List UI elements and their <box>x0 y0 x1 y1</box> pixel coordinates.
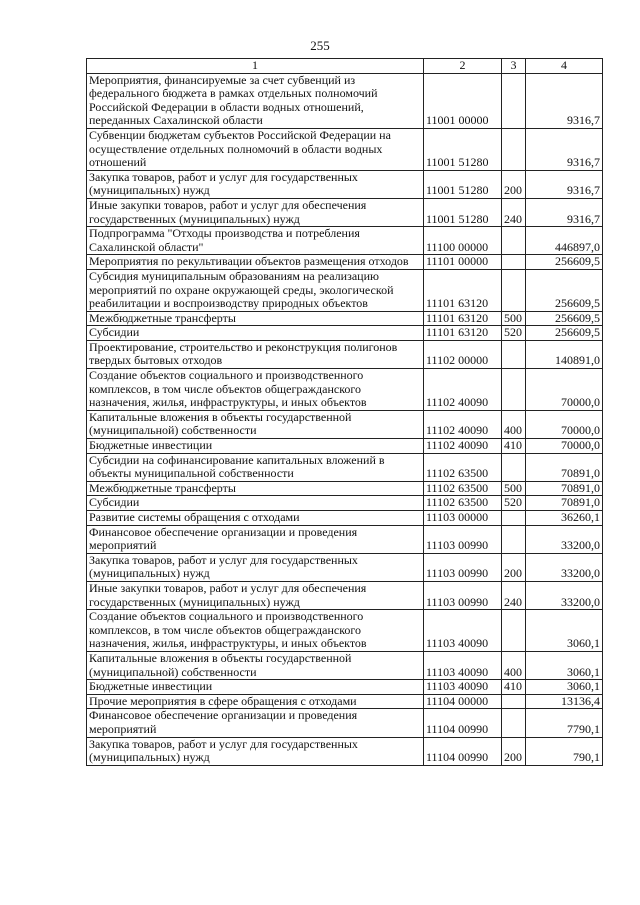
row-kind: 410 <box>502 680 526 695</box>
row-name: Мероприятия, финансируемые за счет субвенций из федерального бюджета в рамках отдельных полномочий Российской Федерации в области водных отношений, переданных Сахалинской области <box>87 73 424 128</box>
table-row <box>87 439 603 454</box>
row-amount: 256609,5 <box>526 326 603 341</box>
row-code: 11102 40090 <box>424 369 502 411</box>
row-code: 11001 51280 <box>424 198 502 226</box>
header-row <box>87 59 603 74</box>
row-amount: 256609,5 <box>526 269 603 311</box>
row-code: 11103 00990 <box>424 553 502 581</box>
row-amount: 70891,0 <box>526 481 603 496</box>
table-row <box>87 525 603 553</box>
row-amount: 33200,0 <box>526 553 603 581</box>
row-name: Субсидия муниципальным образованиям на реализацию мероприятий по охране окружающей среды, экологической реабилитации и воспроизводству природных объектов <box>87 269 424 311</box>
row-amount: 70000,0 <box>526 410 603 438</box>
row-name: Подпрограмма "Отходы производства и потребления Сахалинской области" <box>87 227 424 255</box>
row-code: 11102 40090 <box>424 439 502 454</box>
row-kind: 400 <box>502 410 526 438</box>
row-code: 11103 00990 <box>424 581 502 609</box>
row-name: Межбюджетные трансферты <box>87 311 424 326</box>
row-code: 11104 00000 <box>424 694 502 709</box>
table-row <box>87 311 603 326</box>
row-kind: 240 <box>502 198 526 226</box>
row-code: 11102 63500 <box>424 496 502 511</box>
header-col-2: 2 <box>424 59 502 74</box>
table-row <box>87 481 603 496</box>
row-name: Субсидии на софинансирование капитальных вложений в объекты муниципальной собственности <box>87 453 424 481</box>
row-amount: 70891,0 <box>526 453 603 481</box>
row-kind: 520 <box>502 326 526 341</box>
row-code: 11101 00000 <box>424 255 502 270</box>
row-kind: 400 <box>502 651 526 679</box>
row-amount: 9316,7 <box>526 128 603 170</box>
row-name: Мероприятия по рекультивации объектов размещения отходов <box>87 255 424 270</box>
row-kind <box>502 369 526 411</box>
row-kind: 500 <box>502 311 526 326</box>
row-code: 11102 40090 <box>424 410 502 438</box>
row-name: Развитие системы обращения с отходами <box>87 511 424 526</box>
row-kind <box>502 694 526 709</box>
table-body <box>87 73 603 765</box>
table-row <box>87 340 603 368</box>
row-kind <box>502 340 526 368</box>
row-kind <box>502 610 526 652</box>
row-name: Капитальные вложения в объекты государственной (муниципальной) собственности <box>87 410 424 438</box>
table-row <box>87 581 603 609</box>
row-kind <box>502 73 526 128</box>
row-code: 11001 00000 <box>424 73 502 128</box>
row-kind <box>502 269 526 311</box>
table-row <box>87 369 603 411</box>
row-code: 11100 00000 <box>424 227 502 255</box>
row-name: Капитальные вложения в объекты государственной (муниципальной) собственности <box>87 651 424 679</box>
row-amount: 3060,1 <box>526 610 603 652</box>
table-row <box>87 610 603 652</box>
row-code: 11103 40090 <box>424 651 502 679</box>
row-name: Закупка товаров, работ и услуг для государственных (муниципальных) нужд <box>87 170 424 198</box>
row-amount: 36260,1 <box>526 511 603 526</box>
row-amount: 7790,1 <box>526 709 603 737</box>
row-kind <box>502 511 526 526</box>
row-amount: 70891,0 <box>526 496 603 511</box>
row-code: 11102 63500 <box>424 481 502 496</box>
row-amount: 140891,0 <box>526 340 603 368</box>
budget-table <box>86 58 603 766</box>
row-kind: 240 <box>502 581 526 609</box>
row-name: Финансовое обеспечение организации и проведения мероприятий <box>87 709 424 737</box>
row-code: 11101 63120 <box>424 311 502 326</box>
row-name: Закупка товаров, работ и услуг для государственных (муниципальных) нужд <box>87 737 424 765</box>
row-code: 11001 51280 <box>424 128 502 170</box>
row-amount: 446897,0 <box>526 227 603 255</box>
row-amount: 70000,0 <box>526 439 603 454</box>
row-kind: 520 <box>502 496 526 511</box>
row-amount: 9316,7 <box>526 198 603 226</box>
row-name: Закупка товаров, работ и услуг для государственных (муниципальных) нужд <box>87 553 424 581</box>
table-row <box>87 128 603 170</box>
table-row <box>87 694 603 709</box>
row-amount: 33200,0 <box>526 581 603 609</box>
row-amount: 13136,4 <box>526 694 603 709</box>
row-kind: 200 <box>502 170 526 198</box>
table-row <box>87 651 603 679</box>
row-code: 11103 40090 <box>424 610 502 652</box>
row-name: Бюджетные инвестиции <box>87 680 424 695</box>
row-name: Субвенции бюджетам субъектов Российской Федерации на осуществление отдельных полномочий в области водных отношений <box>87 128 424 170</box>
table-row <box>87 709 603 737</box>
row-code: 11001 51280 <box>424 170 502 198</box>
row-kind <box>502 453 526 481</box>
row-name: Создание объектов социального и производственного комплексов, в том числе объектов общегражданского назначения, жилья, инфраструктуры, и иных объектов <box>87 610 424 652</box>
row-name: Иные закупки товаров, работ и услуг для обеспечения государственных (муниципальных) нужд <box>87 198 424 226</box>
table-row <box>87 73 603 128</box>
row-code: 11103 40090 <box>424 680 502 695</box>
row-name: Финансовое обеспечение организации и проведения мероприятий <box>87 525 424 553</box>
row-name: Субсидии <box>87 496 424 511</box>
row-code: 11104 00990 <box>424 737 502 765</box>
header-col-4: 4 <box>526 59 603 74</box>
row-kind: 410 <box>502 439 526 454</box>
row-name: Бюджетные инвестиции <box>87 439 424 454</box>
table-row <box>87 737 603 765</box>
row-amount: 33200,0 <box>526 525 603 553</box>
row-kind: 200 <box>502 737 526 765</box>
page-number: 255 <box>310 38 330 53</box>
row-code: 11103 00990 <box>424 525 502 553</box>
row-kind <box>502 525 526 553</box>
header-col-1: 1 <box>87 59 424 74</box>
row-kind <box>502 709 526 737</box>
table-row <box>87 553 603 581</box>
row-amount: 9316,7 <box>526 73 603 128</box>
row-name: Субсидии <box>87 326 424 341</box>
table-row <box>87 496 603 511</box>
row-kind <box>502 128 526 170</box>
table-row <box>87 410 603 438</box>
table-row <box>87 227 603 255</box>
header-col-3: 3 <box>502 59 526 74</box>
table-row <box>87 511 603 526</box>
table-row <box>87 198 603 226</box>
row-code: 11104 00990 <box>424 709 502 737</box>
row-kind: 200 <box>502 553 526 581</box>
row-kind: 500 <box>502 481 526 496</box>
row-code: 11101 63120 <box>424 326 502 341</box>
row-amount: 256609,5 <box>526 255 603 270</box>
row-kind <box>502 255 526 270</box>
row-name: Межбюджетные трансферты <box>87 481 424 496</box>
row-code: 11103 00000 <box>424 511 502 526</box>
row-code: 11101 63120 <box>424 269 502 311</box>
row-code: 11102 00000 <box>424 340 502 368</box>
row-amount: 3060,1 <box>526 651 603 679</box>
table-row <box>87 170 603 198</box>
row-kind <box>502 227 526 255</box>
row-name: Прочие мероприятия в сфере обращения с отходами <box>87 694 424 709</box>
row-code: 11102 63500 <box>424 453 502 481</box>
table-row <box>87 269 603 311</box>
table-row <box>87 680 603 695</box>
table-row <box>87 326 603 341</box>
row-name: Создание объектов социального и производственного комплексов, в том числе объектов общегражданского назначения, жилья, инфраструктуры, и иных объектов <box>87 369 424 411</box>
row-amount: 9316,7 <box>526 170 603 198</box>
row-amount: 3060,1 <box>526 680 603 695</box>
row-name: Иные закупки товаров, работ и услуг для обеспечения государственных (муниципальных) нужд <box>87 581 424 609</box>
row-amount: 70000,0 <box>526 369 603 411</box>
row-amount: 256609,5 <box>526 311 603 326</box>
row-amount: 790,1 <box>526 737 603 765</box>
row-name: Проектирование, строительство и реконструкция полигонов твердых бытовых отходов <box>87 340 424 368</box>
table-row <box>87 453 603 481</box>
table-row <box>87 255 603 270</box>
